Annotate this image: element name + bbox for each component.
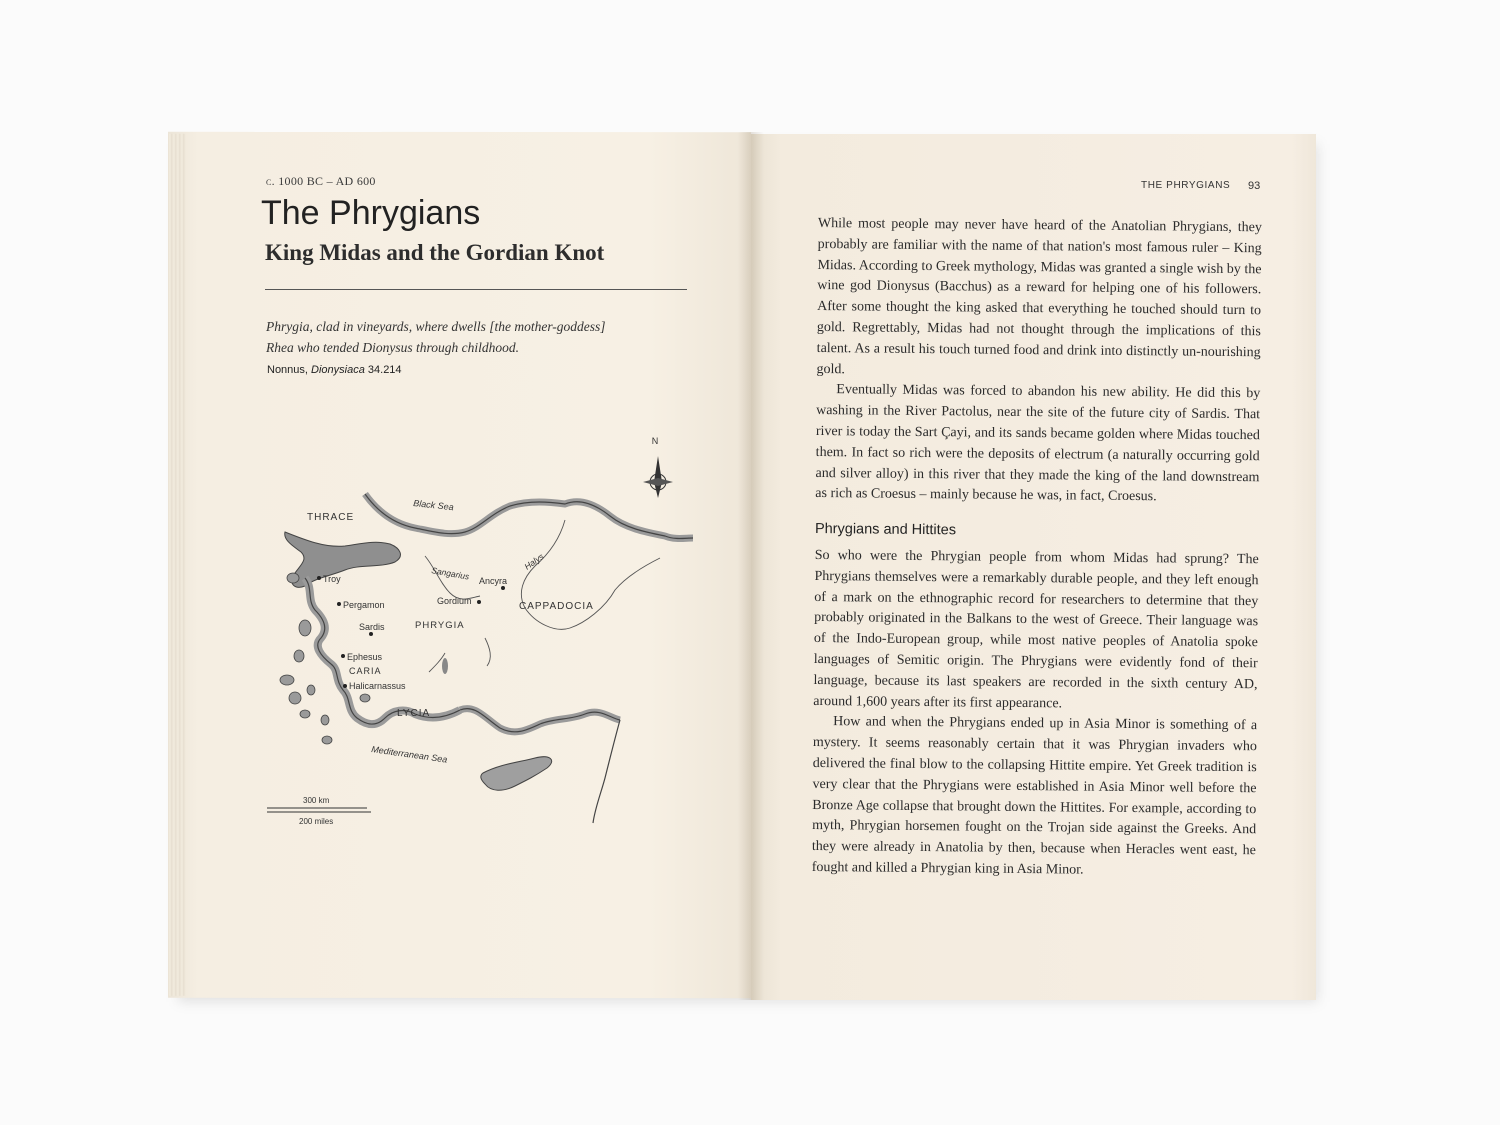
map-label-sangarius: Sangarius — [430, 565, 471, 582]
map-label-halicarnassus: Halicarnassus — [349, 681, 406, 691]
scale-km-label: 300 km — [303, 796, 330, 805]
section-heading: Phrygians and Hittites — [814, 521, 957, 539]
map-label-black-sea: Black Sea — [412, 498, 455, 513]
book-gutter — [738, 132, 764, 1000]
map-label-thrace: THRACE — [307, 512, 355, 523]
scale-miles-label: 200 miles — [299, 817, 334, 826]
map-label-caria: CARIA — [349, 666, 382, 676]
epigraph — [266, 316, 686, 358]
map-label-ancyra: Ancyra — [479, 576, 508, 586]
paragraph: While most people may never have heard of the Anatolian Phrygians, they probably are familiar with the name of that nation's most famous ruler – King Midas. According to Greek mythology, Midas was granted a single wish by the wine god Dionysus (Bacchus) as a reward for helping one of his followers. After some thought the king asked that everything he touched should turn to gold. Regrettably, Midas had not thought through the implications of this talent. As a result his touch turned food and drink into distinctly un-nourishing gold. — [816, 215, 1262, 377]
chapter-title: The Phrygians — [261, 194, 481, 232]
body-text — [812, 214, 1262, 883]
map-label-phrygia: PHRYGIA — [415, 620, 465, 631]
paragraph: Eventually Midas was forced to abandon his new ability. He did this by washing in the River Pactolus, near the site of the future city of Sardis. That river is today the Sart Çayi, and its sands became golden where Midas touched them. In fact so rich were the deposits of electrum (a naturally occurring gold and silver alloy) in this river that they made the king of the land downstream as rich as Croesus – mainly because he was, in fact, Croesus. — [815, 382, 1261, 505]
map-label-gordium: Gordium — [437, 596, 472, 606]
anatolia-map — [265, 428, 693, 833]
title-divider — [265, 289, 687, 290]
paragraph: How and when the Phrygians ended up in Asia Minor is something of a mystery. It seems reasonably certain that it was Phrygian invaders who delivered the final blow to the collapsing Hittite empire. Yet Greek tradition is very clear that the Phrygians were established in Asia Minor well before the Bronze Age collapse that brought down the Hittites. For example, according to myth, Phrygian horsemen fought on the Trojan side against the Greeks. And they were already in Anatolia by then, because when Heracles went east, he fought and killed a Phrygian king in Asia Minor. — [811, 714, 1258, 878]
attribution-work: Dionysiaca — [311, 364, 365, 376]
compass-icon — [643, 436, 673, 498]
running-head-left: c. 1000 BC – AD 600 — [266, 174, 376, 188]
page-edges — [168, 134, 186, 996]
map-label-mediterranean: Mediterranean Sea — [370, 744, 448, 765]
map-label-pergamon: Pergamon — [343, 600, 385, 610]
map-label-halys: Halys — [522, 551, 546, 572]
map-label-cappadocia: CAPPADOCIA — [519, 601, 594, 612]
epigraph-line: Rhea who tended Dionysus through childhood. — [266, 340, 519, 355]
map-label-sardis: Sardis — [359, 622, 385, 632]
paragraph: So who were the Phrygian people from whom Midas had sprung? The Phrygians themselves were a remarkably durable people, and they left enough of a mark on the ethnographic record for researchers to determine that they probably originated in the Balkans to the west of Greece. Their language was of the Indo-European group, while most native peoples of Anatolia spoke languages of Semitic origin. The Phrygians were evidently fond of their language, because its last speakers are recorded in the sixth century AD, around 1,600 years after its first appearance. — [813, 547, 1259, 711]
page-number: 93 — [1248, 180, 1261, 192]
chapter-subtitle: King Midas and the Gordian Knot — [265, 240, 605, 265]
map-label-troy: Troy — [323, 574, 341, 584]
epigraph-line: Phrygia, clad in vineyards, where dwells [the mother-goddess] — [266, 319, 606, 334]
map-label-ephesus: Ephesus — [347, 652, 383, 662]
attribution-author: Nonnus, — [267, 364, 312, 376]
map-svg — [265, 428, 693, 833]
map-scale-bar — [267, 796, 371, 826]
running-head-right: THE PHRYGIANS — [1141, 180, 1231, 191]
attribution-reference: 34.214 — [364, 364, 402, 376]
map-label-lycia: LYCIA — [397, 708, 431, 719]
compass-north-label: N — [651, 436, 659, 446]
epigraph-attribution — [267, 364, 402, 376]
